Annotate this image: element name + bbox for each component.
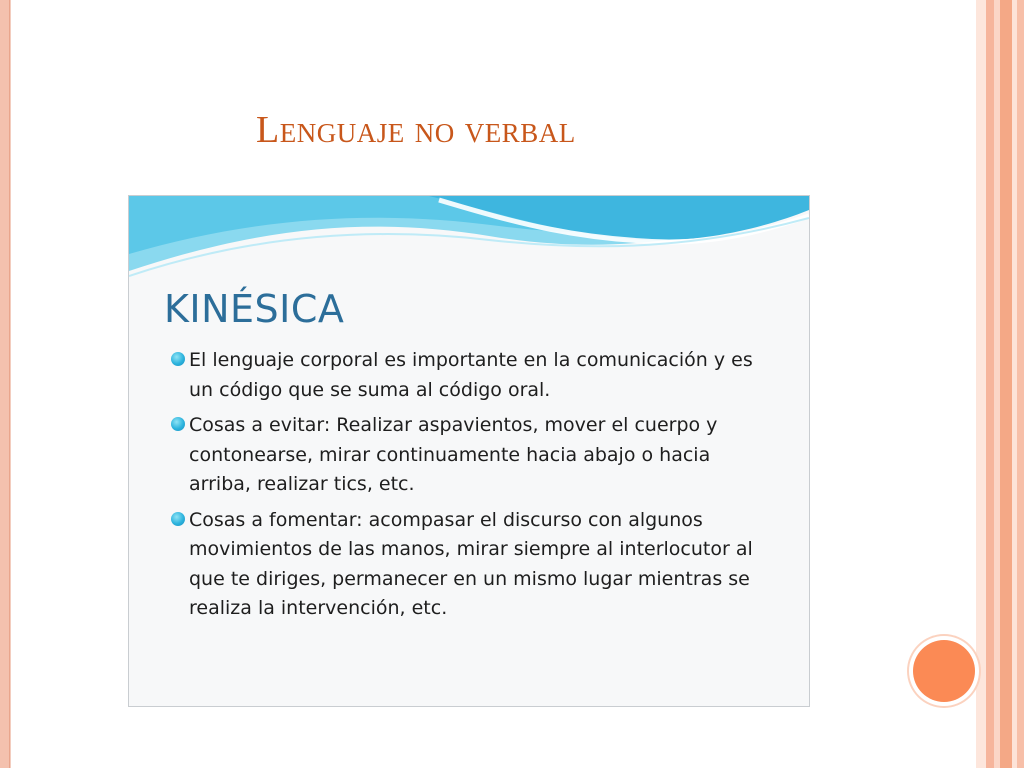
slide-right-border	[976, 0, 1024, 768]
bullet-icon	[171, 352, 185, 366]
slide-left-border	[0, 0, 10, 768]
slide-title: Lenguaje no verbal	[256, 109, 576, 151]
list-item	[129, 346, 809, 405]
bullet-text: Cosas a evitar: Realizar aspavientos, mover el cuerpo y contonearse, mirar continuamente hacia abajo o hacia arriba, realizar tics, etc.	[189, 414, 718, 495]
bullet-text: Cosas a fomentar: acompasar el discurso con algunos movimientos de las manos, mirar siempre al interlocutor al que te diriges, permanecer en un mismo lugar mientras se realiza la intervención, etc.	[189, 508, 753, 619]
list-item	[129, 506, 809, 624]
bullet-icon	[171, 512, 185, 526]
slide-left-border-line	[10, 0, 11, 768]
bullet-icon	[171, 417, 185, 431]
decorative-circle-icon	[913, 640, 975, 702]
bullet-text: El lenguaje corporal es importante en la comunicación y es un código que se suma al código oral.	[189, 349, 753, 401]
list-item	[129, 411, 809, 500]
bullet-list	[129, 346, 809, 630]
kinesica-image	[129, 196, 809, 706]
kinesica-heading: KINÉSICA	[164, 287, 345, 331]
wave-banner	[129, 196, 809, 286]
